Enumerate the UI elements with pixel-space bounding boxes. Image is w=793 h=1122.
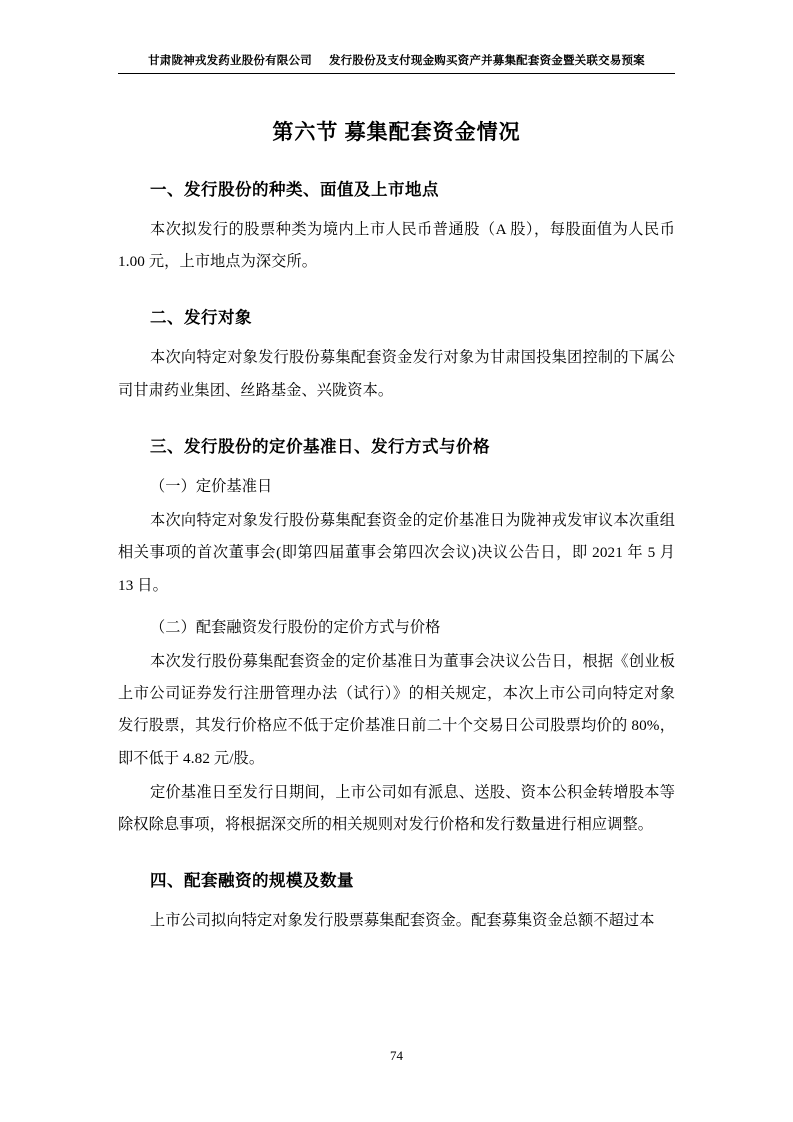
subsection-heading-3-2: （二）配套融资发行股份的定价方式与价格: [150, 618, 441, 636]
section-heading-2: 二、发行对象: [150, 308, 252, 328]
paragraph: 定价基准日至发行日期间，上市公司如有派息、送股、资本公积金转增股本等除权除息事项，将根据深交所的相关规则对发行价格和发行数量进行相应调整。: [118, 783, 675, 834]
page-number: 74: [390, 1048, 403, 1063]
page-header: [118, 52, 675, 74]
section-heading-1: 一、发行股份的种类、面值及上市地点: [150, 180, 439, 199]
page-content: [118, 116, 675, 940]
header-subject: 发行股份及支付现金购买资产并募集配套资金暨关联交易预案: [328, 55, 645, 67]
page-title: 第六节 募集配套资金情况: [272, 120, 521, 144]
paragraph: 本次拟发行的股票种类为境内上市人民币普通股（A 股），每股面值为人民币 1.00 元，上市地点为深交所。: [118, 221, 675, 271]
header-company: 甘肃陇神戎发药业股份有限公司: [148, 55, 312, 67]
paragraph: 本次发行股份募集配套资金的定价基准日为董事会决议公告日，根据《创业板上市公司证券发行注册管理办法（试行）》的相关规定，本次上市公司向特定对象发行股票，其发行价格应不低于定价基准日前二十个交易日公司股票均价的 80%，即不低于 4.82 元/股。: [118, 652, 675, 767]
section-heading-3: 三、发行股份的定价基准日、发行方式与价格: [150, 436, 490, 456]
paragraph: 本次向特定对象发行股份募集配套资金的定价基准日为陇神戎发审议本次重组相关事项的首次董事会(即第四届董事会第四次会议)决议公告日，即 2021 年 5 月 13 日。: [118, 512, 675, 594]
paragraph: 上市公司拟向特定对象发行股票募集配套资金。配套募集资金总额不超过本: [150, 912, 655, 930]
section-heading-4: 四、配套融资的规模及数量: [150, 871, 354, 891]
paragraph: 本次向特定对象发行股份募集配套资金发行对象为甘肃国投集团控制的下属公司甘肃药业集团、丝路基金、兴陇资本。: [118, 349, 675, 399]
subsection-heading-3-1: （一）定价基准日: [150, 477, 273, 495]
